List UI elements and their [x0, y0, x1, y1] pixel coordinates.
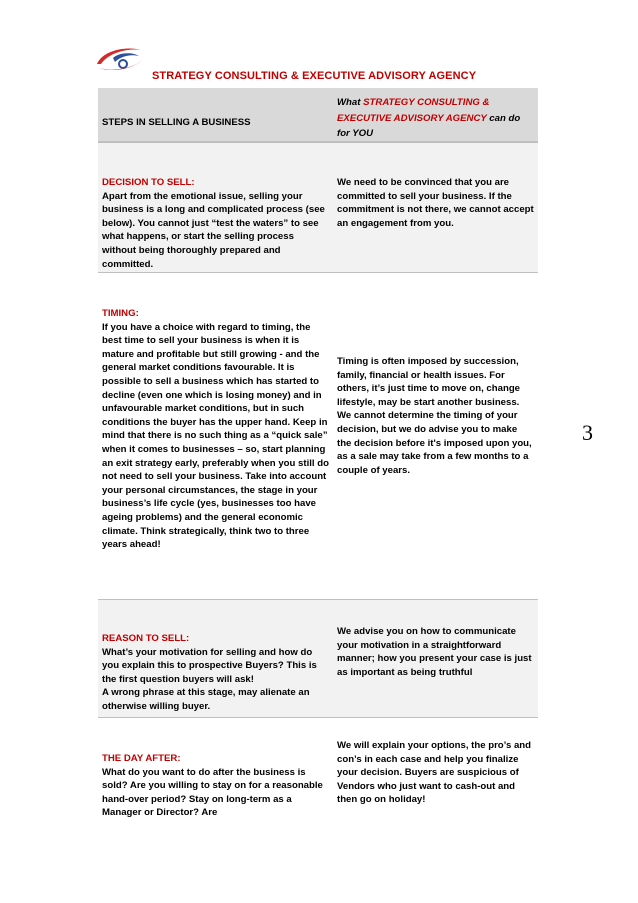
agency-help	[333, 718, 538, 843]
step-description	[98, 143, 333, 272]
steps-table	[98, 88, 538, 843]
column-header-prefix: What	[337, 97, 364, 108]
column-header-steps-label: STEPS IN SELLING A BUSINESS	[102, 116, 251, 128]
page-number: 3	[582, 420, 593, 445]
step-description	[98, 273, 333, 599]
table-row	[98, 142, 538, 273]
step-heading: REASON TO SELL:	[102, 633, 190, 644]
table-row	[98, 718, 538, 843]
step-text: If you have a choice with regard to timing, the best time to sell your business is when it is mature and profitable but still growing - and the general market conditions favourable. It is possible to sell a business which has started to decline (even one which is losing money) and in unfavourable market conditions, but in such conditions the buyer has the upper hand. Keep in mind that there is no such thing as a “quick sale” when it comes to businesses – so, start planning an exit strategy early, preferably when you still do not need to sell your business. Take into account your personal circumstances, the stage in your business’s life cycle (yes, businesses too have ageing problems) and the general economic climate. Think strategically, think two to three years ahead!	[102, 321, 329, 551]
table-row	[98, 273, 538, 600]
step-heading: THE DAY AFTER:	[102, 753, 181, 764]
agency-help	[333, 600, 538, 717]
agency-title: STRATEGY CONSULTING & EXECUTIVE ADVISORY AGENCY	[152, 70, 477, 82]
agency-help-text: We advise you on how to communicate your motivation in a straightforward manner; how you present your case is just as important as being truthful	[337, 626, 532, 678]
table-row	[98, 600, 538, 718]
table-header-row	[98, 88, 538, 142]
agency-help-text: Timing is often imposed by succession, family, financial or health issues. For others, it’s just time to move on, change lifestyle, may be start another business. We cannot determine the timing of your decision, but we do advise you to make the decision before it's imposed upon you, as a sale may take from a few months to a couple of years.	[337, 356, 532, 476]
agency-help	[333, 143, 538, 272]
agency-help-text: We will explain your options, the pro’s and con’s in each case and help you finalize your decision. Buyers are suspicious of Vendors who just want to cash-out and then go on holiday!	[337, 740, 532, 806]
step-heading: DECISION TO SELL:	[102, 177, 195, 188]
step-text: What’s your motivation for selling and how do you explain this to prospective Buyers? This is the first question buyers will ask! A wrong phrase at this stage, may alienate an otherwise willing buyer.	[102, 646, 317, 712]
step-description	[98, 600, 333, 717]
column-header-steps	[98, 88, 333, 141]
step-text: Apart from the emotional issue, selling your business is a long and complicated process (see below). You cannot just “test the waters” to see what happens, or start the selling process without being thoroughly prepared and committed.	[102, 190, 325, 270]
agency-help	[333, 273, 538, 599]
step-heading: TIMING:	[102, 308, 139, 319]
column-header-agency	[333, 88, 538, 141]
step-description	[98, 718, 333, 843]
agency-help-text: We need to be convinced that you are committed to sell your business. If the commitment is not there, we cannot accept an engagement from you.	[337, 177, 534, 229]
swoosh-logo-icon	[93, 44, 145, 74]
step-text: What do you want to do after the business is sold? Are you willing to stay on for a reasonable hand-over period? Stay on long-term as a Manager or Director? Are	[102, 766, 323, 819]
column-header-suffix: can do for YOU	[337, 112, 521, 139]
column-header-agency-name: STRATEGY CONSULTING & EXECUTIVE ADVISORY AGENCY	[337, 97, 490, 124]
